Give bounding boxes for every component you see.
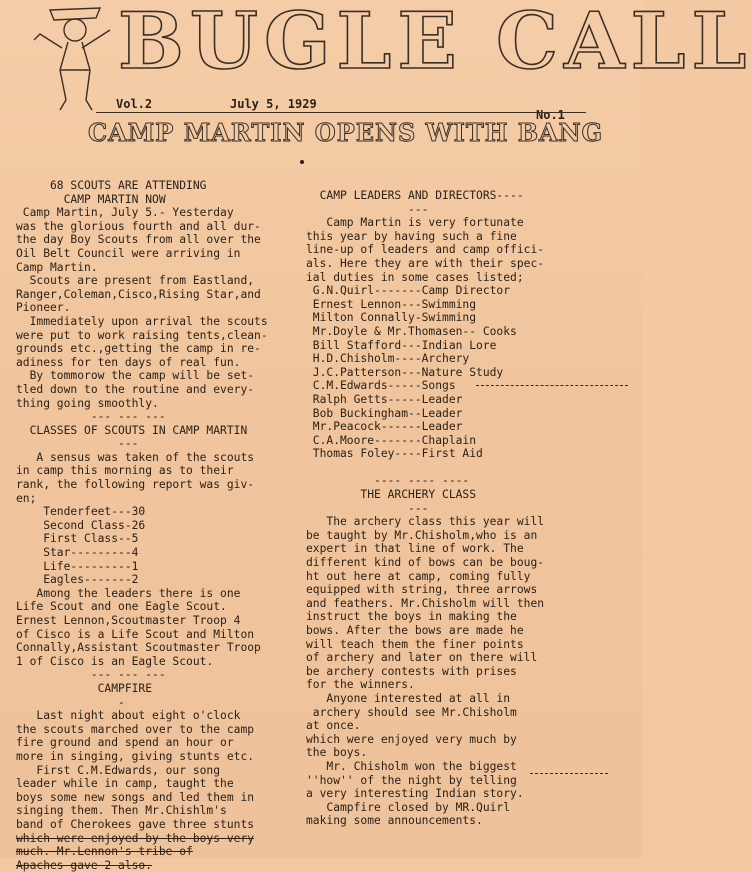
text-line: archery should see Mr.Chisholm bbox=[306, 705, 517, 719]
text-line: thing going smoothly. bbox=[16, 396, 159, 410]
text-line: ''how'' of the night by telling bbox=[306, 773, 517, 787]
text-line: CAMPFIRE bbox=[16, 681, 153, 695]
text-line: adiness for ten days of real fun. bbox=[16, 355, 241, 369]
issue-number: No.1 bbox=[536, 108, 565, 122]
text-line: Immediately upon arrival the scouts bbox=[16, 314, 268, 328]
text-line: boys some new songs and led them in bbox=[16, 790, 255, 804]
text-line: Bob Buckingham--Leader bbox=[306, 406, 463, 420]
volume-label: Vol.2 bbox=[116, 97, 153, 111]
text-line: Mr.Doyle & Mr.Thomasen-- Cooks bbox=[306, 324, 517, 338]
text-line: Apaches gave 2 also. bbox=[16, 858, 153, 872]
text-line: which were enjoyed by the boys very bbox=[16, 831, 255, 845]
text-line: 68 SCOUTS ARE ATTENDING bbox=[16, 179, 207, 192]
text-line: Camp Martin is very fortunate bbox=[306, 216, 524, 230]
text-line: were put to work raising tents,clean- bbox=[16, 328, 268, 342]
pencil-scribble bbox=[476, 385, 628, 386]
text-line: rank, the following report was giv- bbox=[16, 478, 255, 492]
text-line: C.M.Edwards-----Songs bbox=[306, 379, 456, 393]
text-line: the boys. bbox=[306, 746, 368, 760]
text-line: bows. After the bows are made he bbox=[306, 624, 524, 637]
issue-date: July 5, 1929 bbox=[230, 97, 317, 111]
text-line: H.D.Chisholm----Archery bbox=[306, 352, 470, 366]
text-line: in camp this morning as to their bbox=[16, 464, 234, 478]
text-line: Ernest Lennon---Swimming bbox=[306, 297, 477, 311]
text-line: and feathers. Mr.Chisholm will then bbox=[306, 596, 545, 610]
text-line: The archery class this year will bbox=[306, 515, 545, 529]
text-line: - bbox=[16, 695, 125, 709]
text-line: a very interesting Indian story. bbox=[306, 787, 524, 801]
bugler-scout-illustration bbox=[30, 0, 122, 112]
text-line: 1 of Cisco is an Eagle Scout. bbox=[16, 654, 214, 668]
text-line: Thomas Foley----First Aid bbox=[306, 447, 483, 461]
text-line: CLASSES OF SCOUTS IN CAMP MARTIN bbox=[16, 423, 248, 437]
right-column bbox=[306, 189, 544, 828]
text-line: als. Here they are with their spec- bbox=[306, 256, 545, 270]
text-line: en; bbox=[16, 491, 37, 505]
text-line: equipped with string, three arrows bbox=[306, 583, 538, 597]
text-line: By tommorow the camp will be set- bbox=[16, 369, 255, 383]
headline-dot bbox=[300, 160, 304, 164]
text-line: line-up of leaders and camp offici- bbox=[306, 243, 545, 257]
masthead-title: BUGLE CALL bbox=[118, 0, 752, 87]
text-line: Tenderfeet---30 bbox=[16, 505, 146, 519]
text-line: --- bbox=[16, 437, 139, 451]
headline: CAMP MARTIN OPENS WITH BANG bbox=[88, 118, 604, 147]
text-line: which were enjoyed very much by bbox=[306, 732, 517, 746]
text-line: Pioneer. bbox=[16, 301, 71, 315]
text-line: will teach them the finer points bbox=[306, 637, 524, 651]
text-line: be archery contests with prises bbox=[306, 664, 517, 678]
text-line: CAMP LEADERS AND DIRECTORS---- bbox=[306, 189, 524, 202]
text-line: ht out here at camp, coming fully bbox=[306, 569, 531, 583]
text-line: Campfire closed by MR.Quirl bbox=[306, 800, 511, 814]
text-line: at once. bbox=[306, 719, 361, 733]
text-line: First C.M.Edwards, our song bbox=[16, 763, 221, 777]
text-line: --- bbox=[306, 202, 429, 216]
text-line: Anyone interested at all in bbox=[306, 691, 511, 705]
text-line: G.N.Quirl-------Camp Director bbox=[306, 284, 511, 298]
text-line: Star---------4 bbox=[16, 546, 139, 560]
text-line: be taught by Mr.Chisholm,who is an bbox=[306, 528, 538, 542]
text-line: expert in that line of work. The bbox=[306, 542, 524, 556]
text-line: Second Class-26 bbox=[16, 518, 146, 532]
text-line: singing them. Then Mr.Chishlm's bbox=[16, 804, 227, 818]
text-line: Eagles-------2 bbox=[16, 573, 139, 587]
text-line: ial duties in some cases listed; bbox=[306, 270, 524, 284]
text-line: A sensus was taken of the scouts bbox=[16, 450, 255, 464]
text-line: fire ground and spend an hour or bbox=[16, 736, 234, 750]
text-line: Ranger,Coleman,Cisco,Rising Star,and bbox=[16, 287, 261, 301]
text-line: Ralph Getts-----Leader bbox=[306, 392, 463, 406]
text-line: Life Scout and one Eagle Scout. bbox=[16, 600, 227, 614]
text-line: grounds etc.,getting the camp in re- bbox=[16, 342, 261, 356]
text-line: Ernest Lennon,Scoutmaster Troop 4 bbox=[16, 614, 241, 627]
text-line: Among the leaders there is one bbox=[16, 586, 241, 600]
text-line: was the glorious fourth and all dur- bbox=[16, 219, 261, 233]
text-line: --- --- --- bbox=[16, 668, 166, 682]
text-line: THE ARCHERY CLASS bbox=[306, 488, 477, 502]
text-line: Camp Martin, July 5.- Yesterday bbox=[16, 206, 234, 220]
text-line: making some announcements. bbox=[306, 814, 483, 828]
text-line bbox=[306, 461, 544, 475]
text-line: Connally,Assistant Scoutmaster Troop bbox=[16, 641, 261, 655]
text-line: the day Boy Scouts from all over the bbox=[16, 233, 261, 247]
text-line: leader while in camp, taught the bbox=[16, 777, 234, 791]
text-line: band of Cherokees gave three stunts bbox=[16, 817, 255, 831]
text-line: Oil Belt Council were arriving in bbox=[16, 246, 241, 260]
text-line: the scouts marched over to the camp bbox=[16, 722, 255, 736]
text-line: Mr. Chisholm won the biggest bbox=[306, 759, 517, 773]
text-line: Scouts are present from Eastland, bbox=[16, 274, 255, 288]
text-line: different kind of bows can be boug- bbox=[306, 556, 545, 570]
text-line: tled down to the routine and every- bbox=[16, 382, 255, 396]
left-column bbox=[16, 179, 268, 872]
text-line: First Class--5 bbox=[16, 532, 139, 546]
text-line: CAMP MARTIN NOW bbox=[16, 192, 166, 206]
text-line: Last night about eight o'clock bbox=[16, 709, 241, 723]
text-line: of Cisco is a Life Scout and Milton bbox=[16, 627, 255, 641]
text-line: for the winners. bbox=[306, 678, 415, 692]
text-line: instruct the boys in making the bbox=[306, 610, 517, 624]
text-line: C.A.Moore-------Chaplain bbox=[306, 433, 477, 447]
pencil-scribble bbox=[530, 773, 608, 774]
text-line: Bill Stafford---Indian Lore bbox=[306, 338, 497, 352]
text-line: more in singing, giving stunts etc. bbox=[16, 749, 255, 763]
text-line: this year by having such a fine bbox=[306, 229, 517, 243]
text-line: Camp Martin. bbox=[16, 260, 98, 274]
text-line: much. Mr.Lennon's tribe of bbox=[16, 845, 193, 859]
text-line: of archery and later on there will bbox=[306, 651, 538, 665]
text-line: Life---------1 bbox=[16, 559, 139, 573]
text-line: --- --- --- bbox=[16, 410, 166, 424]
masthead-rule bbox=[96, 112, 586, 113]
text-line: Milton Connally-Swimming bbox=[306, 311, 477, 325]
text-line: Mr.Peacock------Leader bbox=[306, 420, 463, 434]
text-line: ---- ---- ---- bbox=[306, 474, 470, 488]
text-line: --- bbox=[306, 501, 429, 515]
text-line: J.C.Patterson---Nature Study bbox=[306, 365, 504, 379]
